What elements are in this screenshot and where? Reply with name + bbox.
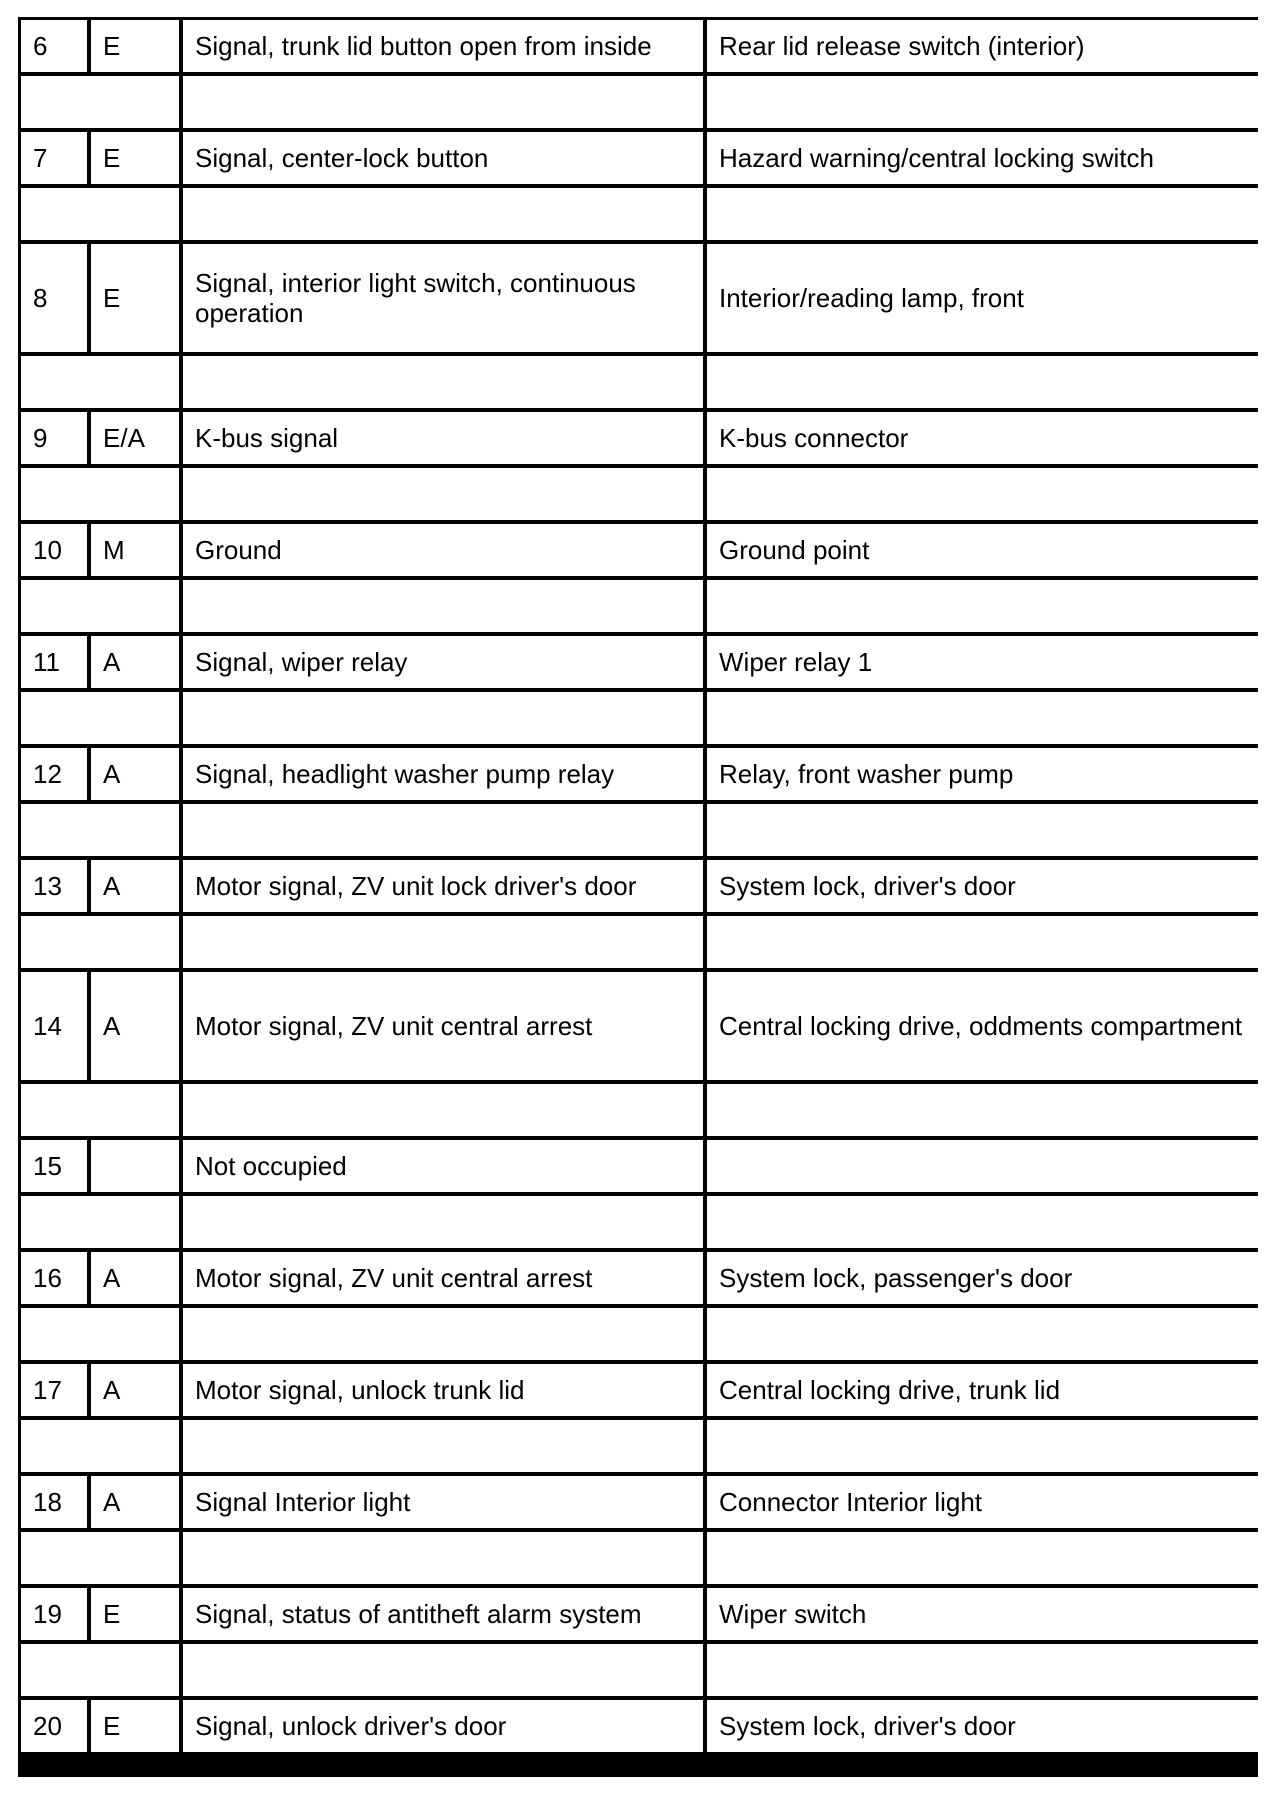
description-cell: K-bus signal: [183, 412, 703, 464]
spacer-cell: [183, 188, 703, 240]
spacer-cell: [21, 1196, 179, 1248]
pin-number-cell: 7: [21, 132, 87, 184]
spacer-cell: [183, 1644, 703, 1696]
component-cell: K-bus connector: [707, 412, 1261, 464]
pin-number-cell: 17: [21, 1364, 87, 1416]
component-cell: Central locking drive, trunk lid: [707, 1364, 1261, 1416]
description-cell: Motor signal, ZV unit central arrest: [183, 972, 703, 1080]
signal-type-cell: E: [91, 132, 179, 184]
spacer-cell: [707, 1644, 1261, 1696]
pin-number-cell: 9: [21, 412, 87, 464]
signal-type-cell: E: [91, 244, 179, 352]
spacer-cell: [183, 468, 703, 520]
pin-number-cell: 8: [21, 244, 87, 352]
pin-number-cell: 18: [21, 1476, 87, 1528]
signal-type-cell: E: [91, 1700, 179, 1752]
pin-number-cell: 12: [21, 748, 87, 800]
spacer-cell: [183, 804, 703, 856]
spacer-cell: [183, 692, 703, 744]
component-cell: [707, 1140, 1261, 1192]
component-cell: Wiper switch: [707, 1588, 1261, 1640]
spacer-cell: [21, 692, 179, 744]
signal-type-cell: [91, 1140, 179, 1192]
spacer-cell: [21, 580, 179, 632]
spacer-cell: [21, 356, 179, 408]
description-cell: Motor signal, ZV unit central arrest: [183, 1252, 703, 1304]
description-cell: Not occupied: [183, 1140, 703, 1192]
spacer-cell: [707, 692, 1261, 744]
spacer-cell: [707, 468, 1261, 520]
spacer-cell: [21, 1644, 179, 1696]
component-cell: System lock, driver's door: [707, 860, 1261, 912]
spacer-cell: [707, 1084, 1261, 1136]
signal-type-cell: A: [91, 1252, 179, 1304]
spacer-cell: [21, 916, 179, 968]
spacer-cell: [183, 580, 703, 632]
spacer-cell: [21, 1308, 179, 1360]
description-cell: Motor signal, unlock trunk lid: [183, 1364, 703, 1416]
signal-type-cell: A: [91, 748, 179, 800]
description-cell: Ground: [183, 524, 703, 576]
description-cell: Signal, unlock driver's door: [183, 1700, 703, 1752]
pin-number-cell: 15: [21, 1140, 87, 1192]
pin-number-cell: 20: [21, 1700, 87, 1752]
component-cell: Hazard warning/central locking switch: [707, 132, 1261, 184]
pin-number-cell: 14: [21, 972, 87, 1080]
description-cell: Signal, interior light switch, continuous operation: [183, 244, 703, 352]
description-cell: Motor signal, ZV unit lock driver's door: [183, 860, 703, 912]
spacer-cell: [183, 76, 703, 128]
component-cell: Wiper relay 1: [707, 636, 1261, 688]
spacer-cell: [707, 1532, 1261, 1584]
spacer-cell: [707, 1308, 1261, 1360]
component-cell: Central locking drive, oddments compartment: [707, 972, 1261, 1080]
spacer-cell: [183, 916, 703, 968]
spacer-cell: [183, 356, 703, 408]
description-cell: Signal, wiper relay: [183, 636, 703, 688]
spacer-cell: [707, 804, 1261, 856]
description-cell: Signal, headlight washer pump relay: [183, 748, 703, 800]
spacer-cell: [183, 1532, 703, 1584]
signal-type-cell: A: [91, 1364, 179, 1416]
pin-number-cell: 19: [21, 1588, 87, 1640]
signal-type-cell: A: [91, 860, 179, 912]
signal-type-cell: A: [91, 972, 179, 1080]
component-cell: Ground point: [707, 524, 1261, 576]
description-cell: Signal, trunk lid button open from inside: [183, 20, 703, 72]
spacer-cell: [21, 804, 179, 856]
spacer-cell: [707, 188, 1261, 240]
pin-number-cell: 11: [21, 636, 87, 688]
spacer-cell: [707, 1196, 1261, 1248]
component-cell: System lock, passenger's door: [707, 1252, 1261, 1304]
pin-number-cell: 13: [21, 860, 87, 912]
pin-number-cell: 6: [21, 20, 87, 72]
component-cell: Interior/reading lamp, front: [707, 244, 1261, 352]
spacer-cell: [183, 1084, 703, 1136]
signal-type-cell: A: [91, 1476, 179, 1528]
component-cell: System lock, driver's door: [707, 1700, 1261, 1752]
spacer-cell: [21, 1420, 179, 1472]
spacer-cell: [21, 188, 179, 240]
component-cell: Connector Interior light: [707, 1476, 1261, 1528]
spacer-cell: [707, 916, 1261, 968]
spacer-cell: [707, 580, 1261, 632]
pin-number-cell: 10: [21, 524, 87, 576]
description-cell: Signal, center-lock button: [183, 132, 703, 184]
spacer-cell: [21, 1084, 179, 1136]
spacer-cell: [183, 1196, 703, 1248]
pin-assignment-table: [18, 17, 1258, 1777]
spacer-cell: [21, 1532, 179, 1584]
description-cell: Signal, status of antitheft alarm system: [183, 1588, 703, 1640]
spacer-cell: [183, 1420, 703, 1472]
spacer-cell: [707, 76, 1261, 128]
spacer-cell: [21, 76, 179, 128]
pin-number-cell: 16: [21, 1252, 87, 1304]
spacer-cell: [183, 1308, 703, 1360]
spacer-cell: [707, 356, 1261, 408]
signal-type-cell: M: [91, 524, 179, 576]
spacer-cell: [707, 1420, 1261, 1472]
description-cell: Signal Interior light: [183, 1476, 703, 1528]
signal-type-cell: A: [91, 636, 179, 688]
signal-type-cell: E: [91, 1588, 179, 1640]
component-cell: Rear lid release switch (interior): [707, 20, 1261, 72]
component-cell: Relay, front washer pump: [707, 748, 1261, 800]
spacer-cell: [21, 468, 179, 520]
signal-type-cell: E/A: [91, 412, 179, 464]
signal-type-cell: E: [91, 20, 179, 72]
